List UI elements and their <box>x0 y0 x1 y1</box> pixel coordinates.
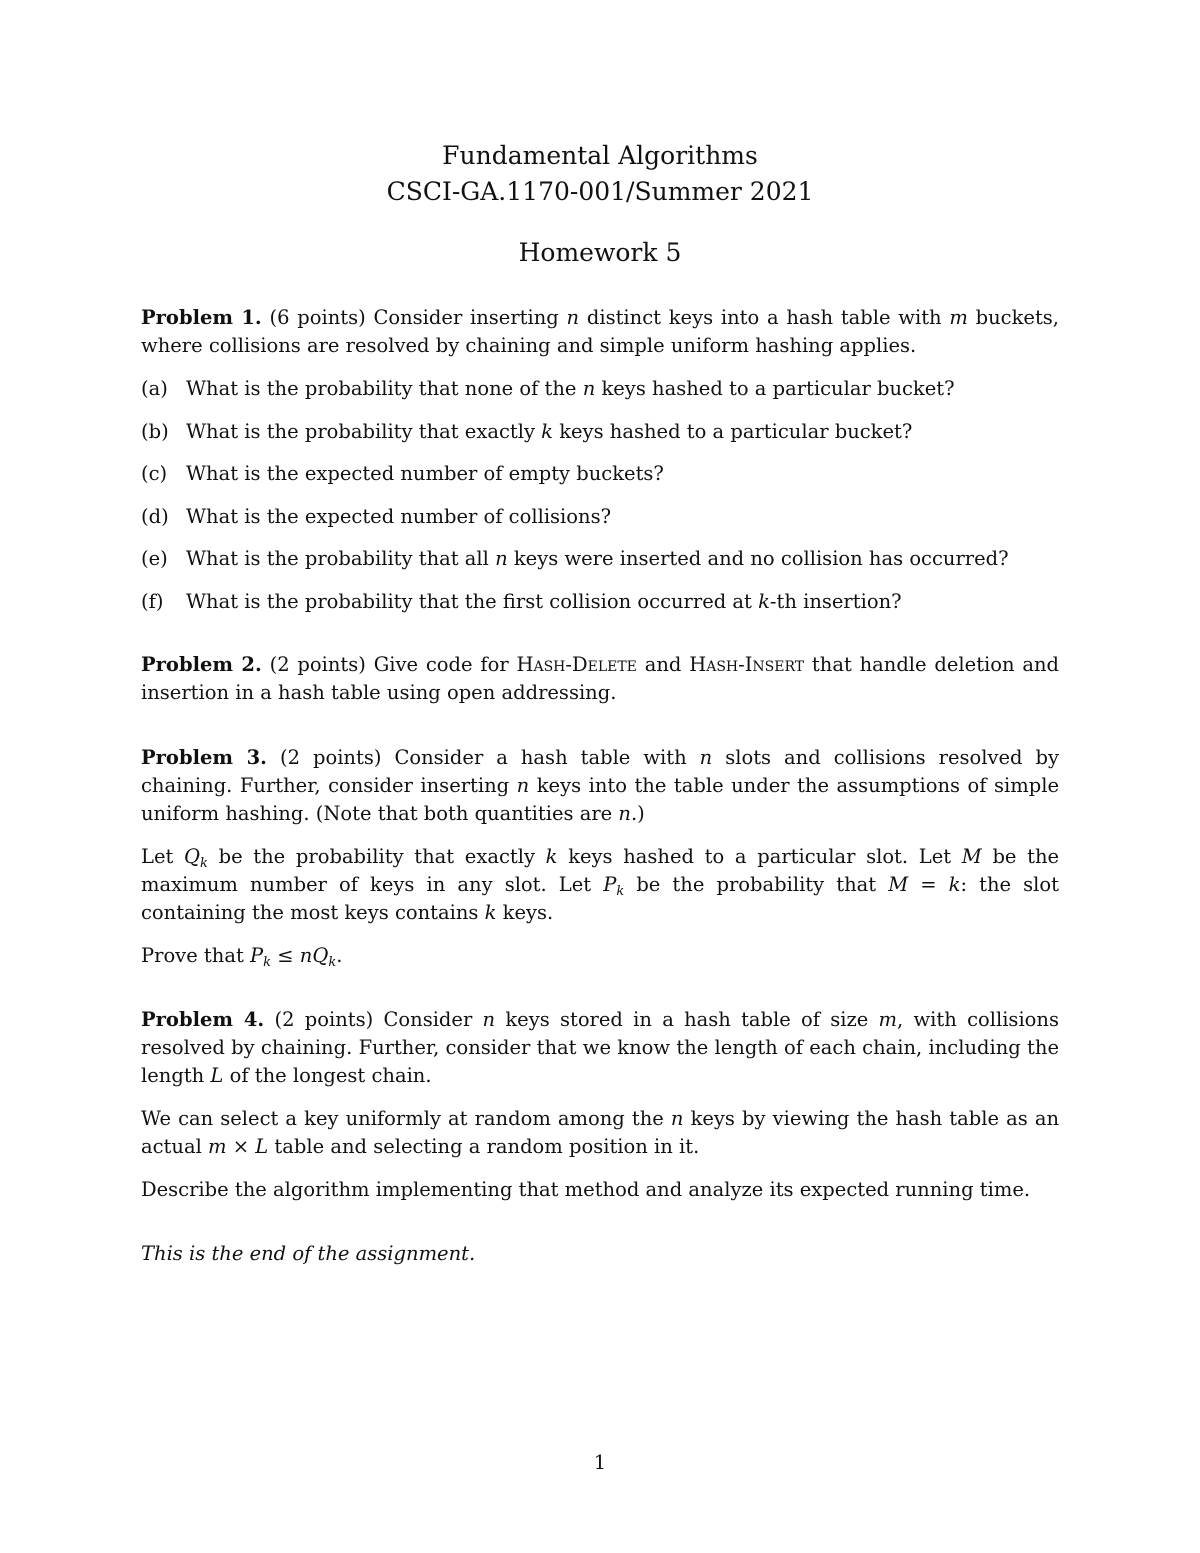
problem-1-part-b: (b) What is the probability that exactly k keys hashed to a particular bucket? <box>141 420 913 443</box>
problem-1-label: Problem 1. <box>141 306 262 329</box>
problem-1-part-c: (c) What is the expected number of empty buckets? <box>141 462 664 485</box>
problem-3-definitions: Let $Q_k$ be the probability that exactly k keys hashed to a particular slot. Let M be the maximum number of keys in any slot. Let $P_k$ be the probability that M = k: the slot containing the most keys contains k keys. <box>141 845 1060 924</box>
hash-insert-procedure: Hash-Insert <box>689 653 805 676</box>
assignment-title: Homework 5 <box>518 238 682 267</box>
problem-1-part-d: (d) What is the expected number of collisions? <box>141 505 612 528</box>
problem-4-label: Problem 4. <box>141 1008 265 1031</box>
problem-2 <box>141 651 1059 707</box>
course-title: Fundamental Algorithms <box>442 141 758 170</box>
problem-1 <box>141 304 1059 360</box>
problem-2-statement: Problem 2. (2 points) Give code for Hash-Delete and Hash-Insert that handle deletion and insertion in a hash table using open addressing. <box>141 653 1060 704</box>
problem-4 <box>141 1006 1059 1090</box>
hash-delete-procedure: Hash-Delete <box>516 653 637 676</box>
problem-3-task: Prove that $P_k \le nQ_k$. <box>141 944 343 970</box>
problem-1-statement: Problem 1. (6 points) Consider inserting n distinct keys into a hash table with m buckets, where collisions are resolved by chaining and simple uniform hashing applies. <box>141 306 1059 357</box>
problem-2-label: Problem 2. <box>141 653 262 676</box>
page-number: 1 <box>593 1451 607 1474</box>
problem-4-task: Describe the algorithm implementing that method and analyze its expected running time. <box>141 1178 1031 1201</box>
problem-1-part-f: (f) What is the probability that the first collision occurred at k-th insertion? <box>141 590 902 613</box>
problem-3-label: Problem 3. <box>141 746 267 769</box>
course-code: CSCI-GA.1170-001/Summer 2021 <box>386 177 814 206</box>
end-note: This is the end of the assignment. <box>141 1242 476 1265</box>
problem-4-method: We can select a key uniformly at random among the n keys by viewing the hash table as an actual m × L table and selecting a random position in it. <box>141 1107 1060 1158</box>
problem-3-statement: Problem 3. (2 points) Consider a hash table with n slots and collisions resolved by chaining. Further, consider inserting n keys into the table under the assumptions of simple uniform hashing. (Note that both quantities are n.) <box>141 746 1060 825</box>
problem-4-statement: Problem 4. (2 points) Consider n keys stored in a hash table of size m, with collisions resolved by chaining. Further, consider that we know the length of each chain, including the length L of the longest chain. <box>141 1008 1059 1087</box>
problem-1-part-e: (e) What is the probability that all n keys were inserted and no collision has occurred? <box>141 547 1009 570</box>
problem-1-part-a: (a) What is the probability that none of the n keys hashed to a particular bucket? <box>141 377 955 400</box>
problem-3 <box>141 744 1059 828</box>
